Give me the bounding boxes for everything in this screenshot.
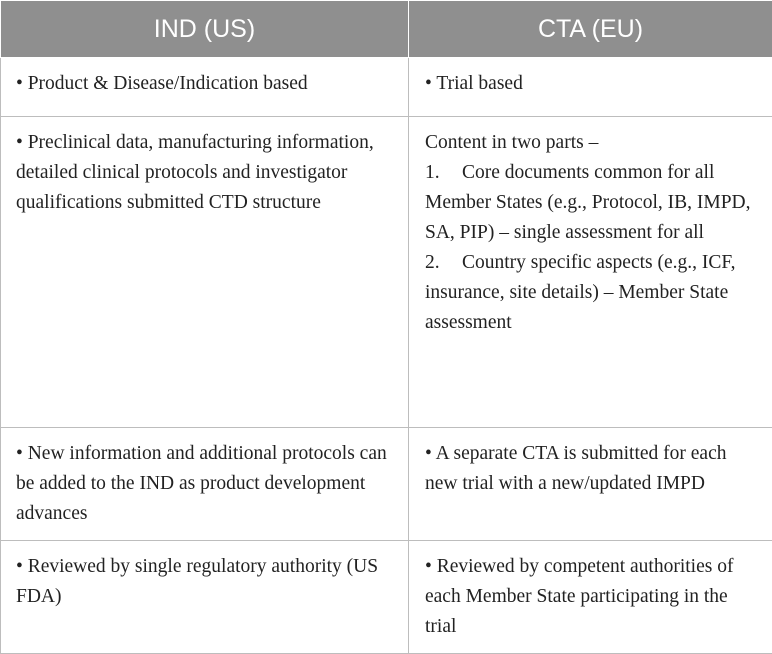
cta-content-cell	[409, 117, 772, 428]
cta-content-item-text: Core documents common for all Member States (e.g., Protocol, IB, IMPD, SA, PIP) – single assessment for all	[425, 162, 751, 243]
table-body	[1, 58, 772, 654]
cta-content-item-text: Country specific aspects (e.g., ICF, insurance, site details) – Member State assessment	[425, 252, 736, 333]
cta-basis-cell: • Trial based	[409, 58, 772, 117]
cta-updates-cell: • A separate CTA is submitted for each new trial with a new/updated IMPD	[409, 428, 772, 541]
table-header	[1, 1, 772, 58]
table-row	[1, 117, 772, 428]
cta-content-item-number: 1.	[425, 158, 462, 188]
cta-content-item	[425, 158, 758, 248]
header-row	[1, 1, 772, 58]
ind-review-cell: • Reviewed by single regulatory authority (US FDA)	[1, 541, 409, 654]
cta-review-cell: • Reviewed by competent authorities of each Member State participating in the trial	[409, 541, 772, 654]
header-ind-us: IND (US)	[1, 1, 409, 58]
cta-content-item	[425, 248, 758, 338]
table-row	[1, 541, 772, 654]
cta-content-intro: Content in two parts –	[425, 128, 758, 158]
header-cta-eu: CTA (EU)	[409, 1, 772, 58]
ind-basis-cell: • Product & Disease/Indication based	[1, 58, 409, 117]
table-row	[1, 428, 772, 541]
ind-updates-cell: • New information and additional protocols can be added to the IND as product development advances	[1, 428, 409, 541]
cta-content-item-number: 2.	[425, 248, 462, 278]
table-row	[1, 58, 772, 117]
ind-content-cell: • Preclinical data, manufacturing information, detailed clinical protocols and investigator qualifications submitted CTD structure	[1, 117, 409, 428]
